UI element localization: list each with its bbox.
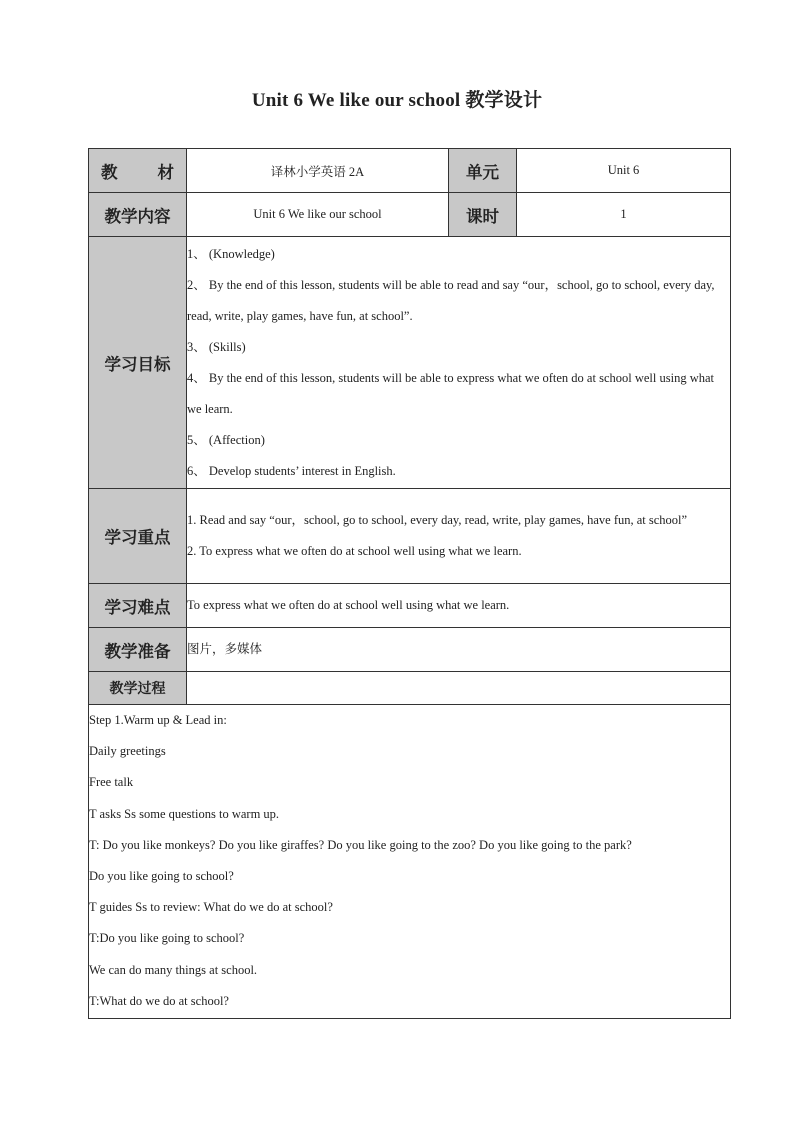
- row-key-points: [89, 489, 731, 584]
- process-value: [187, 672, 731, 705]
- key-point-item: 2. To express what we often do at school well using what we learn.: [187, 544, 522, 558]
- difficulties-value: To express what we often do at school well using what we learn.: [187, 584, 731, 628]
- preparation-label: 教学准备: [89, 628, 187, 672]
- objective-item: 6、 Develop students’ interest in English.: [187, 463, 396, 478]
- lesson-plan-table: [88, 148, 731, 1019]
- process-step: Daily greetings: [89, 744, 166, 759]
- period-label: 课时: [449, 193, 517, 237]
- objective-item: 3、 (Skills): [187, 339, 246, 354]
- process-label: 教学过程: [89, 672, 187, 705]
- row-objectives: [89, 237, 731, 489]
- unit-value: Unit 6: [517, 149, 731, 193]
- material-label: [89, 149, 187, 193]
- process-step: T: Do you like monkeys? Do you like giraffes? Do you like going to the zoo? Do you like going to the park?: [89, 837, 632, 852]
- content-value: Unit 6 We like our school: [187, 193, 449, 237]
- difficulties-label: 学习难点: [89, 584, 187, 628]
- process-step: T:Do you like going to school?: [89, 931, 245, 946]
- objectives-cell: [187, 237, 731, 489]
- key-points-label: 学习重点: [89, 489, 187, 584]
- preparation-value: 图片，多媒体: [187, 628, 731, 672]
- process-steps-cell: [89, 705, 731, 1019]
- unit-label: 单元: [449, 149, 517, 193]
- row-material: [89, 149, 731, 193]
- content-label: 教学内容: [89, 193, 187, 237]
- objective-item: 1、 (Knowledge): [187, 246, 275, 261]
- objectives-label: 学习目标: [89, 237, 187, 489]
- process-step: T guides Ss to review: What do we do at school?: [89, 900, 333, 915]
- row-content: [89, 193, 731, 237]
- row-difficulties: [89, 584, 731, 628]
- material-value: 译林小学英语 2A: [187, 149, 449, 193]
- period-value: 1: [517, 193, 731, 237]
- key-point-item: 1. Read and say “our，school, go to school, every day, read, write, play games, have fun, at school”: [187, 513, 688, 527]
- row-process-steps: [89, 705, 731, 1019]
- process-step: T:What do we do at school?: [89, 993, 229, 1008]
- key-points-cell: [187, 489, 731, 584]
- material-label-left: 教: [101, 162, 118, 182]
- process-step: T asks Ss some questions to warm up.: [89, 806, 280, 821]
- process-step: Free talk: [89, 775, 134, 790]
- process-step: Do you like going to school?: [89, 869, 234, 884]
- process-step: We can do many things at school.: [89, 962, 258, 977]
- material-label-right: 材: [157, 162, 174, 182]
- row-process: [89, 672, 731, 705]
- objective-item: 4、 By the end of this lesson, students will be able to express what we often do at school well using what we learn.: [187, 370, 714, 416]
- objective-item: 5、 (Affection): [187, 432, 265, 447]
- objective-item: 2、 By the end of this lesson, students will be able to read and say “our，school, go to school, every day, read, write, play games, have fun, at school”.: [187, 277, 715, 323]
- process-step: Step 1.Warm up & Lead in:: [89, 713, 227, 727]
- document-title: Unit 6 We like our school 教学设计: [251, 90, 543, 111]
- row-preparation: [89, 628, 731, 672]
